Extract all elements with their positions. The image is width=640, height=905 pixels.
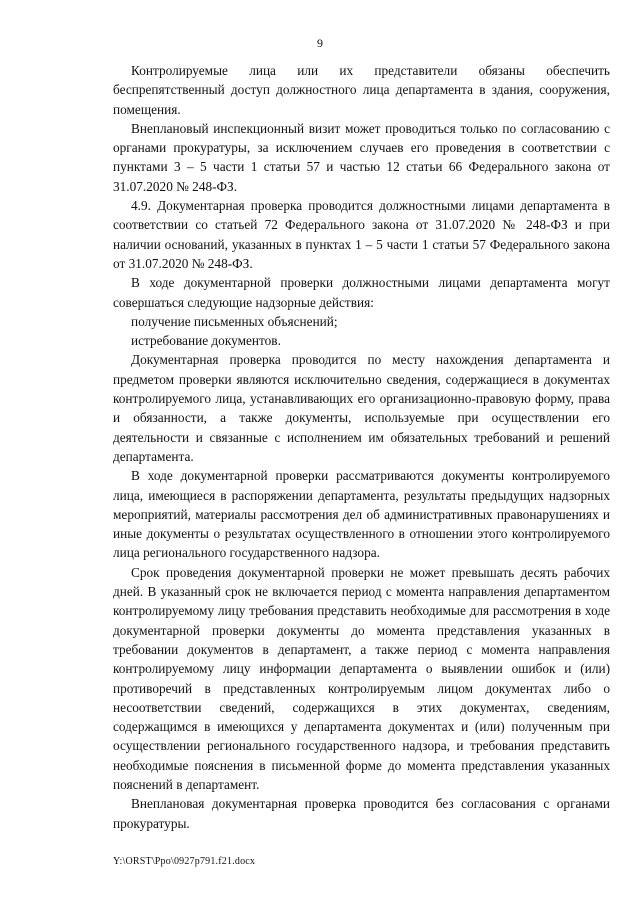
paragraph: Внеплановый инспекционный визит может проводиться только по согласованию с органами прокуратуры, за исключением случаев его проведения в соответствии с пунктами 3 – 5 части 1 статьи 57 и частью 12 статьи 66 Федерального закона от 31.07.2020 № 248-ФЗ. [113,120,610,194]
paragraph: Срок проведения документарной проверки не может превышать десять рабочих дней. В указанный срок не включается период с момента направления департаментом контролируемому лицу требования представить необходимые для рассмотрения в ходе документарной проверки документы до момента представления указанных в требовании документов в департамент, а также период с момента направления контролируемому лицу информации департамента о выявлении ошибок и (или) противоречий в представленных контролируемым лицом документах либо о несоответствии сведений, содержащихся в этих документах, сведениям, содержащимся в имеющихся у департамента документах и (или) полученным при осуществлении регионального государственного надзора, и требования представить необходимые пояснения в письменной форме до момента представления указанных пояснений в департамент. [113,564,610,792]
paragraph: Контролируемые лица или их представители обязаны обеспечить беспрепятственный доступ должностного лица департамента в здания, сооружения, помещения. [113,63,610,117]
footer-file-path: Y:\ORST\Ppo\0927p791.f21.docx [113,856,256,867]
page-number: 9 [317,36,323,50]
list-item: получение письменных объяснений; [131,313,338,329]
paragraph: Внеплановая документарная проверка проводится без согласования с органами прокуратуры. [113,796,610,831]
paragraph: 4.9. Документарная проверка проводится должностными лицами департамента в соответствии со статьей 72 Федерального закона от 31.07.2020 № 248-ФЗ и при наличии оснований, указанных в пунктах 1 – 5 части 1 статьи 57 Федерального закона от 31.07.2020 № 248-ФЗ. [113,198,610,271]
paragraph: В ходе документарной проверки рассматриваются документы контролируемого лица, имеющиеся в распоряжении департамента, результаты предыдущих надзорных мероприятий, материалы рассмотрения дел об административных правонарушениях и иные документы о результатах осуществленного в отношении этого контролируемого лица регионального государственного надзора. [113,468,610,561]
paragraph: В ходе документарной проверки должностными лицами департамента могут совершаться следующие надзорные действия: [113,275,610,310]
paragraph: Документарная проверка проводится по месту нахождения департамента и предметом проверки являются исключительно сведения, содержащиеся в документах контролируемого лица, устанавливающих его организационно-правовую форму, права и обязанности, а также документы, используемые при осуществлении его деятельности и связанные с исполнением им обязательных требований и решений департамента. [113,352,610,464]
document-body [113,61,610,833]
list-item: истребование документов. [131,333,281,349]
